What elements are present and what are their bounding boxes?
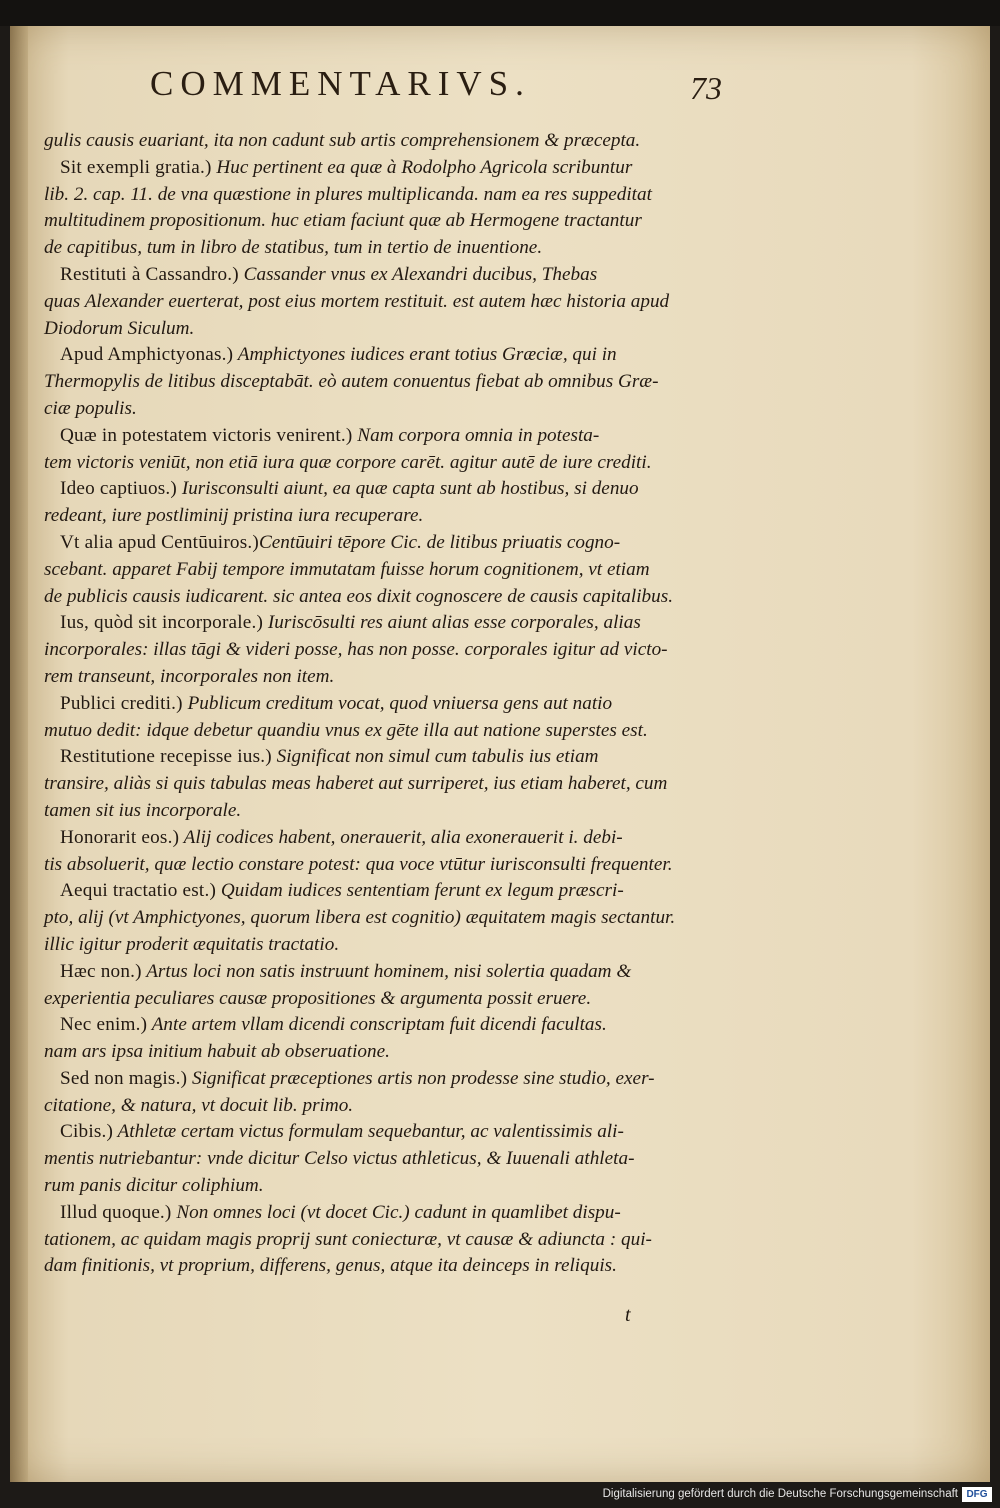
- lemma: Quæ in potestatem victoris venirent.): [60, 424, 353, 446]
- gloss: Publicum creditum vocat, quod vniuersa gens aut natio: [182, 692, 613, 714]
- gloss: Significat non simul cum tabulis ius etiam: [271, 746, 599, 768]
- gloss: redeant, iure postliminij pristina iura recuperare.: [44, 505, 424, 527]
- gloss: Athletæ certam victus formulam sequebantur, ac valentissimis ali-: [113, 1121, 624, 1143]
- text-line: [44, 557, 734, 584]
- gloss: Centūuiri tēpore Cic. de litibus priuatis cogno-: [258, 531, 621, 553]
- running-head: COMMENTARIVS.: [150, 64, 531, 103]
- gloss: multitudinem propositionum. huc etiam faciunt quæ ab Hermogene tractantur: [44, 210, 642, 232]
- gloss: de publicis causis iudicarent. sic antea eos dixit cognoscere de causis capitalibus.: [44, 585, 673, 607]
- text-line: [44, 155, 734, 182]
- gloss: Amphictyones iudices erant totius Græciæ, qui in: [233, 344, 617, 366]
- gloss: Alij codices habent, onerauerit, alia exonerauerit i. debi-: [179, 826, 623, 848]
- lemma: Ideo captiuos.): [60, 478, 178, 500]
- gloss: incorporales: illas tāgi & videri posse, has non posse. corporales igitur ad victo-: [44, 639, 668, 661]
- gloss: tem victoris veniūt, non etiā iura quæ corpore carēt. agitur autē de iure crediti.: [44, 451, 652, 473]
- lemma: Ius, quòd sit incorporale.): [60, 612, 264, 634]
- text-line: [44, 423, 734, 450]
- text-line: [44, 182, 734, 209]
- lemma: Illud quoque.): [60, 1201, 172, 1223]
- text-line: [44, 1039, 734, 1066]
- gloss: Ante artem vllam dicendi conscriptam fuit dicendi facultas.: [147, 1014, 607, 1036]
- text-line: [44, 664, 734, 691]
- gloss: Non omnes loci (vt docet Cic.) cadunt in quamlibet dispu-: [171, 1201, 621, 1223]
- text-line: [44, 932, 734, 959]
- gloss: Quidam iudices sententiam ferunt ex legum præscri-: [216, 880, 624, 902]
- text-line: [44, 1253, 734, 1280]
- text-line: [44, 584, 734, 611]
- text-line: [44, 771, 734, 798]
- page-gutter-shadow: [10, 26, 28, 1482]
- gloss: Huc pertinent ea quæ à Rodolpho Agricola scribuntur: [211, 156, 633, 178]
- text-line: [44, 986, 734, 1013]
- gloss: mentis nutriebantur: vnde dicitur Celso victus athleticus, & Iuuenali athleta-: [44, 1148, 635, 1170]
- gloss: illic igitur proderit æquitatis tractatio.: [44, 933, 340, 955]
- lemma: Sed non magis.): [60, 1067, 188, 1089]
- text-line: [44, 316, 734, 343]
- text-line: [44, 1119, 734, 1146]
- text-line: [44, 396, 734, 423]
- text-line: [44, 878, 734, 905]
- text-line: [44, 691, 734, 718]
- gloss: ciæ populis.: [44, 397, 137, 419]
- gloss: experientia peculiares causæ propositiones & argumenta possit eruere.: [44, 987, 592, 1009]
- lemma: Cibis.): [60, 1121, 114, 1143]
- text-line: [44, 798, 734, 825]
- text-line: [44, 1066, 734, 1093]
- gloss: Artus loci non satis instruunt hominem, nisi solertia quadam &: [141, 960, 632, 982]
- lemma: Nec enim.): [60, 1014, 148, 1036]
- gloss: Thermopylis de litibus disceptabāt. eò autem conuentus fiebat ab omnibus Græ-: [44, 371, 659, 393]
- gloss: Diodorum Siculum.: [44, 317, 195, 339]
- page-number: 73: [690, 70, 722, 106]
- gloss: citatione, & natura, vt docuit lib. primo.: [44, 1094, 354, 1116]
- lemma: Hæc non.): [60, 960, 142, 982]
- gloss: transire, aliàs si quis tabulas meas haberet aut surriperet, ius etiam haberet, cum: [44, 773, 668, 795]
- text-line: [44, 1012, 734, 1039]
- text-line: [44, 503, 734, 530]
- text-line: [44, 128, 734, 155]
- gloss: scebant. apparet Fabij tempore immutatam fuisse horum cognitionem, vt etiam: [44, 558, 650, 580]
- gloss: Nam corpora omnia in potesta-: [352, 424, 600, 446]
- lemma: Aequi tractatio est.): [60, 880, 217, 902]
- footer-bar: [0, 1482, 1000, 1508]
- gloss: Iuriscōsulti res aiunt alias esse corporales, alias: [263, 612, 641, 634]
- gloss: mutuo dedit: idque debetur quandiu vnus ex gēte illa aut natione superstes est.: [44, 719, 648, 741]
- gloss: nam ars ipsa initium habuit ab obseruatione.: [44, 1041, 390, 1063]
- lemma: Publici crediti.): [60, 692, 183, 714]
- gloss: Cassander vnus ex Alexandri ducibus, Thebas: [238, 263, 598, 285]
- gloss: de capitibus, tum in libro de statibus, tum in tertio de inuentione.: [44, 237, 543, 259]
- gloss: gulis causis euariant, ita non cadunt sub artis comprehensionem & præcepta.: [44, 130, 641, 151]
- text-line: [44, 718, 734, 745]
- lemma: Honorarit eos.): [60, 826, 180, 848]
- gloss: Iurisconsulti aiunt, ea quæ capta sunt ab hostibus, si denuo: [177, 478, 639, 500]
- gloss: pto, alij (vt Amphictyones, quorum libera est cognitio) æquitatem magis sectantur.: [44, 907, 676, 929]
- gloss: tis absoluerit, quæ lectio constare potest: qua voce vtūtur iurisconsulti frequenter.: [44, 853, 673, 875]
- text-line: [44, 637, 734, 664]
- text-line: [44, 905, 734, 932]
- gloss: lib. 2. cap. 11. de vna quæstione in plures multiplicanda. nam ea res suppeditat: [44, 183, 652, 205]
- text-line: [44, 852, 734, 879]
- gloss: dam finitionis, vt proprium, differens, genus, atque ita deinceps in reliquis.: [44, 1255, 617, 1277]
- top-frame: [0, 0, 1000, 26]
- gloss: tamen sit ius incorporale.: [44, 799, 242, 821]
- gloss: tationem, ac quidam magis proprij sunt coniecturæ, vt causæ & adiuncta : qui-: [44, 1228, 652, 1250]
- text-line: [44, 235, 734, 262]
- text-line: [44, 476, 734, 503]
- text-line: [44, 1200, 734, 1227]
- text-line: [44, 262, 734, 289]
- text-line: [44, 1146, 734, 1173]
- lemma: Restituti à Cassandro.): [60, 263, 239, 285]
- footer-credit: Digitalisierung gefördert durch die Deutsche Forschungsgemeinschaft: [602, 1488, 958, 1500]
- lemma: Vt alia apud Centūuiros.): [60, 531, 259, 553]
- dfg-logo: DFG: [962, 1487, 992, 1502]
- text-line: [44, 289, 734, 316]
- text-line: [44, 610, 734, 637]
- text-line: [44, 1093, 734, 1120]
- commentary-text: [44, 128, 734, 1280]
- gloss: quas Alexander euerterat, post eius mortem restituit. est autem hæc historia apud: [44, 290, 670, 312]
- text-line: [44, 959, 734, 986]
- text-line: [44, 208, 734, 235]
- gloss: rum panis dicitur coliphium.: [44, 1175, 264, 1197]
- lemma: Restitutione recepisse ius.): [60, 746, 272, 768]
- text-line: [44, 1227, 734, 1254]
- catchword: t: [625, 1304, 631, 1326]
- text-line: [44, 744, 734, 771]
- gloss: rem transeunt, incorporales non item.: [44, 665, 335, 687]
- text-line: [44, 450, 734, 477]
- text-line: [44, 825, 734, 852]
- gloss: Significat præceptiones artis non prodesse sine studio, exer-: [187, 1067, 655, 1089]
- lemma: Apud Amphictyonas.): [60, 344, 234, 366]
- text-line: [44, 342, 734, 369]
- text-line: [44, 1173, 734, 1200]
- text-line: [44, 530, 734, 557]
- text-line: [44, 369, 734, 396]
- lemma: Sit exempli gratia.): [60, 156, 212, 178]
